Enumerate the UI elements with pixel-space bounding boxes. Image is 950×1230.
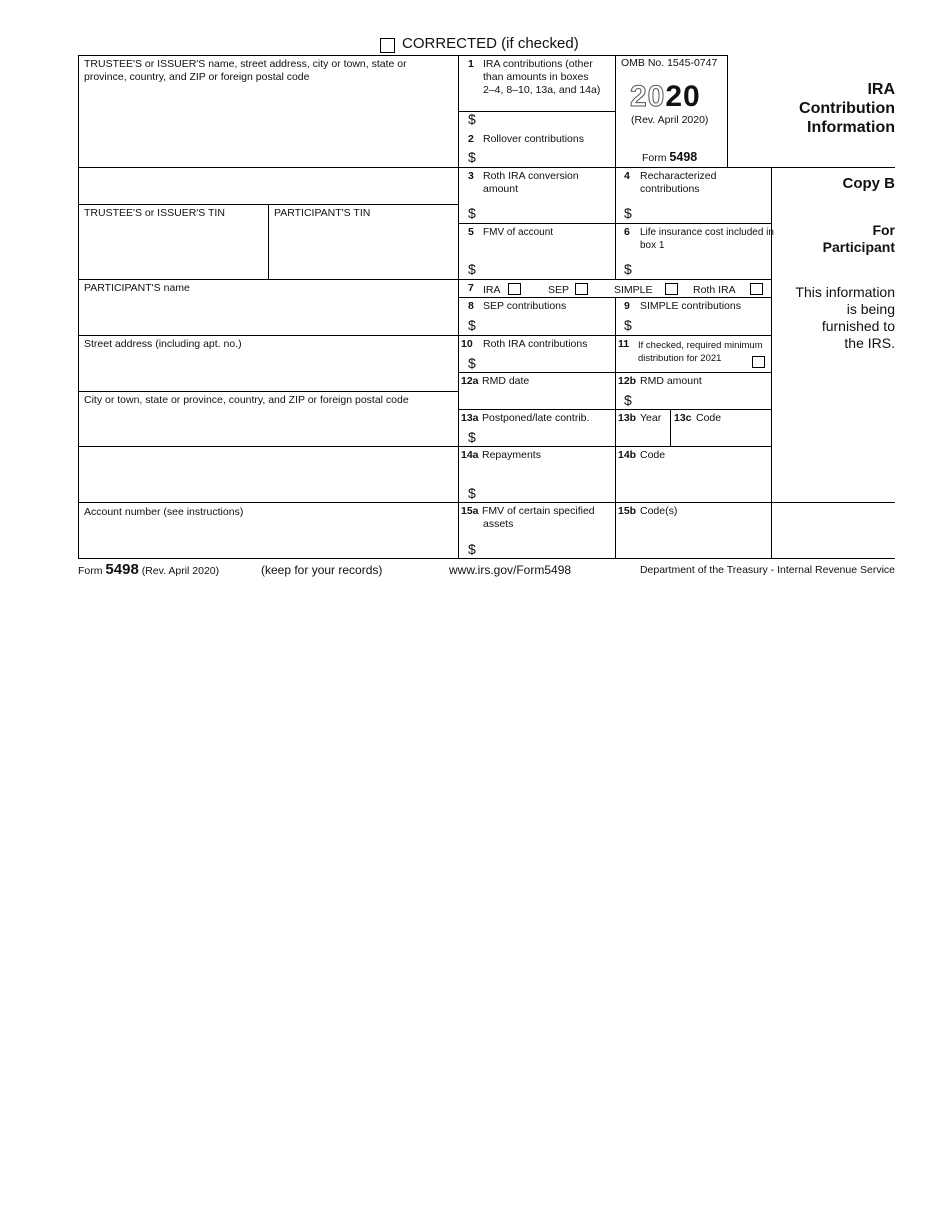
payer-tin-field[interactable] xyxy=(79,220,267,278)
info-line2: is being xyxy=(846,301,895,317)
box-14a-dollar: $ xyxy=(468,485,476,501)
box-13b-label: Year xyxy=(640,412,662,424)
header-form-prefix: Form xyxy=(642,152,667,164)
grid-line xyxy=(78,279,771,280)
box-12b-number: 12b xyxy=(618,375,637,387)
corrected-checkbox[interactable] xyxy=(380,38,395,53)
street-address-label: Street address (including apt. no.) xyxy=(84,338,242,350)
box-4-number: 4 xyxy=(624,170,630,182)
box-3-dollar: $ xyxy=(468,205,476,221)
footer-rev: (Rev. April 2020) xyxy=(141,565,220,577)
footer-url: www.irs.gov/Form5498 xyxy=(449,563,572,577)
header-form-number: 5498 xyxy=(669,150,698,164)
box-15b-label: Code(s) xyxy=(640,505,678,517)
box-1-label-line3: 2–4, 8–10, 13a, and 14a) xyxy=(483,84,601,96)
info-line3: furnished to xyxy=(821,318,895,334)
for-line1: For xyxy=(872,222,895,238)
box-14b-label: Code xyxy=(640,449,666,461)
participant-name-field[interactable] xyxy=(79,295,457,334)
box-15a-label-line2: assets xyxy=(483,518,514,530)
box-13c-field[interactable] xyxy=(671,426,770,445)
grid-line xyxy=(78,167,895,168)
omb-number: OMB No. 1545-0747 xyxy=(621,57,718,69)
box-7-ira-label: IRA xyxy=(483,284,501,296)
box-7-simple-label: SIMPLE xyxy=(614,284,653,296)
box-7-ira-checkbox[interactable] xyxy=(508,283,521,295)
box-13a-label: Postponed/late contrib. xyxy=(482,412,590,424)
box-1-dollar: $ xyxy=(468,111,476,127)
box-7-sep-checkbox[interactable] xyxy=(575,283,588,295)
box-7-roth-label: Roth IRA xyxy=(693,284,736,296)
box-8-label: SEP contributions xyxy=(483,300,567,312)
box-12a-number: 12a xyxy=(461,375,479,387)
account-number-field[interactable] xyxy=(79,519,457,557)
street-address-field[interactable] xyxy=(79,351,457,390)
box-14b-field[interactable] xyxy=(616,463,770,501)
box-9-label: SIMPLE contributions xyxy=(640,300,741,312)
box-10-field[interactable] xyxy=(481,353,613,371)
box-15b-number: 15b xyxy=(618,505,637,517)
grid-line xyxy=(615,55,616,279)
box-1-label-line2: than amounts in boxes xyxy=(483,71,589,83)
box-6-field[interactable] xyxy=(637,258,769,278)
title-line2: Contribution xyxy=(799,100,895,117)
box-10-label: Roth IRA contributions xyxy=(483,338,588,350)
box-3-field[interactable] xyxy=(481,204,613,222)
box-3-label-line1: Roth IRA conversion xyxy=(483,170,579,182)
box-13b-field[interactable] xyxy=(616,426,669,445)
box-5-field[interactable] xyxy=(481,258,613,278)
box-7-simple-checkbox[interactable] xyxy=(665,283,678,295)
footer-form-prefix: Form xyxy=(78,565,103,577)
footer-dept: Department of the Treasury - Internal Revenue Service xyxy=(639,564,895,576)
blank-field[interactable] xyxy=(79,447,457,501)
box-15a-label-line1: FMV of certain specified xyxy=(482,505,595,517)
payer-tin-label: TRUSTEE'S or ISSUER'S TIN xyxy=(84,207,225,219)
box-2-field[interactable] xyxy=(481,148,613,166)
box-13c-number: 13c xyxy=(674,412,692,424)
box-7-sep-label: SEP xyxy=(548,284,570,296)
box-12b-dollar: $ xyxy=(624,392,632,408)
year-outline: 20 xyxy=(630,80,666,113)
box-1-number: 1 xyxy=(468,58,474,70)
box-15a-number: 15a xyxy=(461,505,479,517)
participant-name-label: PARTICIPANT'S name xyxy=(84,282,190,294)
box-13a-dollar: $ xyxy=(468,429,476,445)
box-4-label-line1: Recharacterized xyxy=(640,170,717,182)
grid-line xyxy=(78,502,895,503)
payer-name-field[interactable] xyxy=(79,70,457,166)
box-13a-number: 13a xyxy=(461,412,479,424)
box-14a-number: 14a xyxy=(461,449,479,461)
box-12a-field[interactable] xyxy=(459,388,614,408)
box-6-number: 6 xyxy=(624,226,630,238)
box-15a-dollar: $ xyxy=(468,541,476,557)
box-3-label-line2: amount xyxy=(483,183,519,195)
box-4-field[interactable] xyxy=(637,204,769,222)
year-bold: 20 xyxy=(665,80,701,113)
box-10-dollar: $ xyxy=(468,355,476,371)
box-11-checkbox[interactable] xyxy=(752,356,765,368)
grid-line xyxy=(78,55,727,56)
grid-line xyxy=(78,335,771,336)
box-1-field[interactable] xyxy=(481,96,613,110)
box-5-number: 5 xyxy=(468,226,474,238)
box-6-dollar: $ xyxy=(624,261,632,277)
grid-line xyxy=(78,558,895,559)
copy-b-label: Copy B xyxy=(842,175,895,192)
box-3-number: 3 xyxy=(468,170,474,182)
info-line4: the IRS. xyxy=(844,335,895,351)
box-12a-label: RMD date xyxy=(482,375,530,387)
box-6-label-line2: box 1 xyxy=(640,240,665,251)
grid-line xyxy=(78,391,458,392)
box-9-number: 9 xyxy=(624,300,630,312)
box-4-label-line2: contributions xyxy=(640,183,700,195)
box-2-dollar: $ xyxy=(468,149,476,165)
box-2-label: Rollover contributions xyxy=(483,133,584,145)
footer-keep: (keep for your records) xyxy=(261,563,383,577)
payer-name-label: TRUSTEE'S or ISSUER'S name, street address, city or town, state or province, country, and ZIP or foreign postal code xyxy=(84,58,407,83)
footer-form-number: 5498 xyxy=(105,561,139,578)
box-15a-field[interactable] xyxy=(481,538,613,557)
box-13c-label: Code xyxy=(696,412,722,424)
box-14a-label: Repayments xyxy=(482,449,541,461)
box-13b-number: 13b xyxy=(618,412,637,424)
box-9-field[interactable] xyxy=(637,315,769,334)
box-14b-number: 14b xyxy=(618,449,637,461)
box-2-number: 2 xyxy=(468,133,474,145)
box-12b-field[interactable] xyxy=(637,390,769,408)
box-8-dollar: $ xyxy=(468,317,476,333)
grid-line xyxy=(727,55,728,167)
box-7-roth-checkbox[interactable] xyxy=(750,283,763,295)
box-5-label: FMV of account xyxy=(483,227,554,238)
box-14a-field[interactable] xyxy=(481,482,613,501)
city-label: City or town, state or province, country, and ZIP or foreign postal code xyxy=(84,394,409,406)
box-10-number: 10 xyxy=(461,338,473,350)
box-9-dollar: $ xyxy=(624,317,632,333)
box-13a-field[interactable] xyxy=(481,427,613,445)
title-line1: IRA xyxy=(867,81,895,98)
box-1-label-line1: IRA contributions (other xyxy=(483,58,593,70)
box-8-number: 8 xyxy=(468,300,474,312)
header-rev: (Rev. April 2020) xyxy=(631,114,709,126)
box-11-label-line1: If checked, required minimum xyxy=(638,340,763,351)
participant-tin-field[interactable] xyxy=(269,220,457,278)
title-line3: Information xyxy=(807,119,895,136)
box-11-number: 11 xyxy=(618,338,630,350)
corrected-label: CORRECTED (if checked) xyxy=(402,35,579,52)
box-12b-label: RMD amount xyxy=(640,375,702,387)
box-7-number: 7 xyxy=(468,282,474,294)
box-6-label-line1: Life insurance cost included in xyxy=(640,227,774,238)
for-line2: Participant xyxy=(822,239,895,255)
box-15b-field[interactable] xyxy=(616,519,770,557)
grid-line xyxy=(458,111,615,112)
city-field[interactable] xyxy=(79,407,457,445)
account-number-label: Account number (see instructions) xyxy=(84,506,244,518)
box-4-dollar: $ xyxy=(624,205,632,221)
grid-line xyxy=(458,55,459,558)
box-8-field[interactable] xyxy=(481,315,613,334)
info-line1: This information xyxy=(795,284,895,300)
participant-tin-label: PARTICIPANT'S TIN xyxy=(274,207,371,219)
box-11-label-line2: distribution for 2021 xyxy=(638,353,722,364)
box-5-dollar: $ xyxy=(468,261,476,277)
